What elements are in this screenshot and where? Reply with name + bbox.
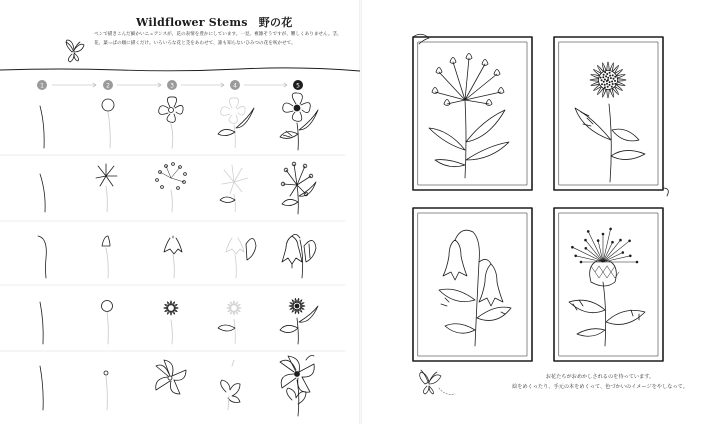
step1-stem <box>38 236 46 278</box>
right-page <box>361 0 721 424</box>
step5-finished-daisy <box>280 298 318 344</box>
step4-daisy-ghost <box>218 301 241 344</box>
step-header <box>37 80 303 90</box>
bellflower-panel <box>413 208 532 361</box>
divider-line <box>0 68 360 71</box>
row-five-petal-flower <box>40 93 318 150</box>
thistle-panel <box>554 208 663 361</box>
step4-leaves <box>218 98 254 148</box>
step5-finished-flower <box>280 93 318 150</box>
svg-text:3: 3 <box>170 82 174 90</box>
thistle-drawing <box>572 228 638 286</box>
step4-umbel-with-leaf <box>220 165 248 212</box>
step2-bud <box>102 99 114 111</box>
step3-bell-outline <box>164 236 182 278</box>
step1-stem <box>40 302 43 344</box>
row-star-flower <box>40 356 314 417</box>
svg-text:5: 5 <box>296 82 300 90</box>
caption-line-2: 絵をめくったり、手元の本をめくって、色づかいのイメージをやしなって。 <box>512 384 688 390</box>
step4-leaf-cluster <box>221 360 240 410</box>
step2-bud <box>104 371 108 410</box>
step4-bell-leaf <box>226 238 256 278</box>
butterfly-illustration <box>420 370 455 394</box>
page-title: Wildflower Stems 野の花 <box>136 16 293 29</box>
svg-text:4: 4 <box>233 82 237 90</box>
step3-flower <box>159 97 183 148</box>
step3-daisy-petals <box>164 301 178 344</box>
step-badge-5 <box>293 80 303 90</box>
step3-florets <box>156 163 187 212</box>
row-umbel-flower <box>40 162 316 214</box>
step5-finished-bell <box>282 234 316 278</box>
coloring-panels <box>361 0 721 424</box>
daisy-drawing <box>590 62 626 98</box>
intro-text: ペンで描きこんだ細かいニュアンスが、花の表情を豊かにしています。一見、複雑そうですが、難しくありません。茎、花、葉っぱの順に描くだけ。いろいろな花と茎をあわせて、誰も知らないひみつの花を咲かせて。 <box>94 32 342 46</box>
step-badge-3 <box>167 80 177 90</box>
step-badge-2 <box>103 80 113 90</box>
caption-line-1: お花たちがおめかしされるのを待っています。 <box>545 374 655 380</box>
step2-umbel-rays <box>96 164 117 212</box>
step3-star-petals <box>156 360 186 394</box>
step-badge-4 <box>230 80 240 90</box>
butterfly-illustration <box>66 40 84 62</box>
step-badge-1 <box>37 80 47 90</box>
row-bell-flower <box>38 234 316 278</box>
daisy-panel <box>554 37 668 196</box>
svg-text:2: 2 <box>106 82 110 90</box>
bellflower-drawing <box>439 230 511 346</box>
row-daisy <box>40 298 318 344</box>
umbel-flower-panel <box>413 34 532 190</box>
step1-stem <box>40 366 43 410</box>
step5-finished-star-flower <box>280 356 314 417</box>
caption-text <box>485 372 715 392</box>
step-by-step-drawing-guide <box>0 0 360 424</box>
step5-finished-umbel <box>281 162 316 214</box>
step1-stem <box>40 174 45 212</box>
svg-text:1: 1 <box>40 82 44 90</box>
step2-bud <box>102 236 110 246</box>
step2-center <box>102 301 113 312</box>
umbel-flower-drawing <box>432 54 504 106</box>
left-page <box>0 0 360 424</box>
step1-stem <box>40 106 44 148</box>
